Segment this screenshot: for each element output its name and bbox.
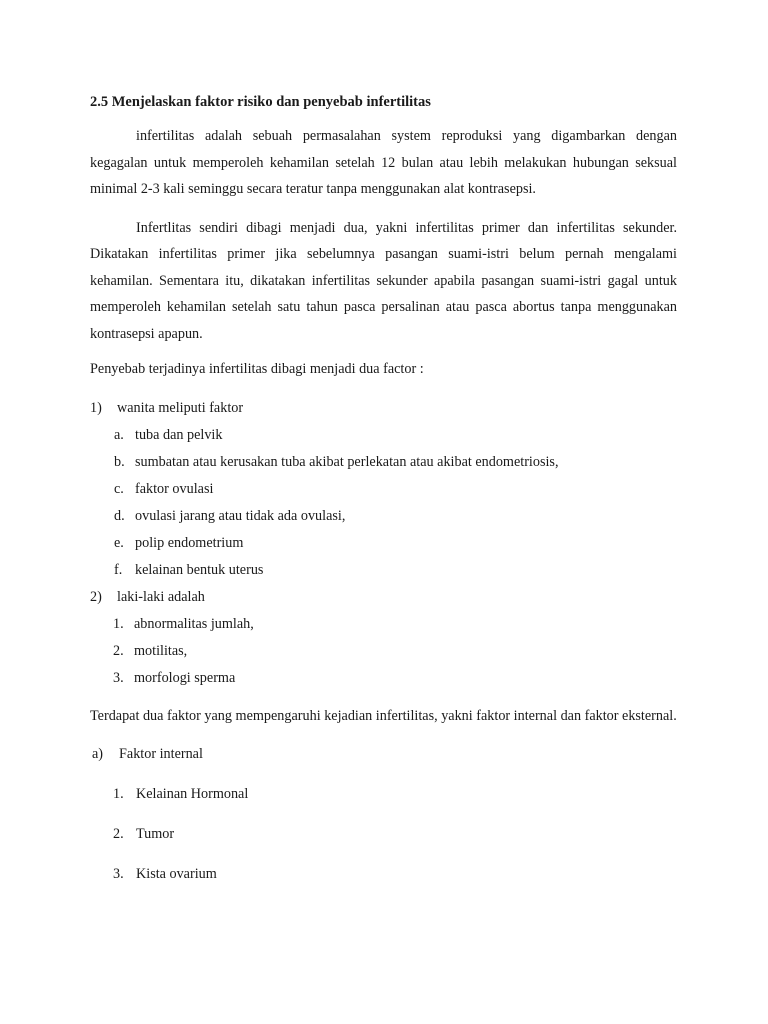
- list-item-text: Tumor: [136, 825, 175, 842]
- types-paragraph: Infertlitas sendiri dibagi menjadi dua, yakni infertilitas primer dan infertilitas sekunder. Dikatakan infertilitas primer jika sebelumnya pasangan suami-istri belum pernah mengalami kehamilan. Sementara itu, dikatakan infertilitas sekunder apabila pasangan suami-istri gagal untuk memperoleh kehamilan setelah satu tahun pasca persalinan atau pasca abortus tanpa menggunakan kontrasepsi apapun.: [90, 219, 677, 342]
- list-item: [90, 479, 677, 506]
- list-marker: 3.: [113, 670, 124, 686]
- list-item-text: sumbatan atau kerusakan tuba akibat perlekatan atau akibat endometriosis,: [135, 454, 559, 470]
- list-item-text: motilitas,: [134, 643, 188, 659]
- list-label: laki-laki adalah: [117, 589, 205, 605]
- list-item-text: kelainan bentuk uterus: [135, 562, 264, 578]
- section-heading: 2.5 Menjelaskan faktor risiko dan penyebab infertilitas: [90, 94, 431, 110]
- women-factor-heading: [90, 398, 677, 425]
- list-item: [90, 506, 677, 533]
- list-marker: c.: [114, 481, 124, 497]
- list-marker: f.: [114, 562, 123, 578]
- definition-paragraph: infertilitas adalah sebuah permasalahan system reproduksi yang digambarkan dengan kegagalan untuk memperoleh kehamilan setelah 12 bulan atau lebih melakukan hubungan seksual minimal 2-3 kali seminggu secara teratur tanpa menggunakan alat kontrasepsi.: [90, 128, 677, 197]
- list-item-text: tuba dan pelvik: [135, 427, 223, 443]
- list-item: [90, 668, 677, 695]
- list-marker: 2): [90, 589, 102, 605]
- list-marker: 2.: [113, 643, 124, 659]
- list-marker: 3.: [113, 865, 124, 882]
- list-label: wanita meliputi faktor: [117, 400, 244, 416]
- men-factor-list: [90, 587, 677, 695]
- list-item-text: morfologi sperma: [134, 670, 236, 686]
- internal-factor-heading: [90, 744, 677, 784]
- list-label: Faktor internal: [119, 745, 203, 762]
- list-item-text: ovulasi jarang atau tidak ada ovulasi,: [135, 508, 346, 524]
- document-page: [90, 92, 677, 891]
- list-marker: e.: [114, 535, 124, 551]
- list-marker: 1.: [113, 616, 124, 632]
- factors-paragraph: Terdapat dua faktor yang mempengaruhi kejadian infertilitas, yakni faktor internal dan faktor eksternal.: [90, 708, 677, 724]
- list-item-text: Kelainan Hormonal: [136, 785, 249, 802]
- list-item: [90, 824, 677, 864]
- list-item: [90, 641, 677, 668]
- list-marker: a): [92, 745, 104, 762]
- list-item: [90, 533, 677, 560]
- list-marker: d.: [114, 508, 125, 524]
- list-item: [90, 425, 677, 452]
- list-marker: 1): [90, 400, 102, 416]
- list-item: [90, 452, 677, 479]
- causes-intro: Penyebab terjadinya infertilitas dibagi menjadi dua factor :: [90, 361, 424, 377]
- internal-factor-list: [90, 744, 677, 891]
- list-item-text: abnormalitas jumlah,: [134, 616, 254, 632]
- women-factor-list: [90, 398, 677, 587]
- list-item: [90, 614, 677, 641]
- list-item-text: faktor ovulasi: [135, 481, 214, 497]
- list-item-text: Kista ovarium: [136, 865, 217, 882]
- list-marker: b.: [114, 454, 125, 470]
- men-factor-heading: [90, 587, 677, 614]
- list-item: [90, 864, 677, 891]
- list-marker: a.: [114, 427, 124, 443]
- list-marker: 1.: [113, 785, 124, 802]
- list-marker: 2.: [113, 825, 124, 842]
- list-item: [90, 784, 677, 824]
- list-item: [90, 560, 677, 587]
- list-item-text: polip endometrium: [135, 535, 244, 551]
